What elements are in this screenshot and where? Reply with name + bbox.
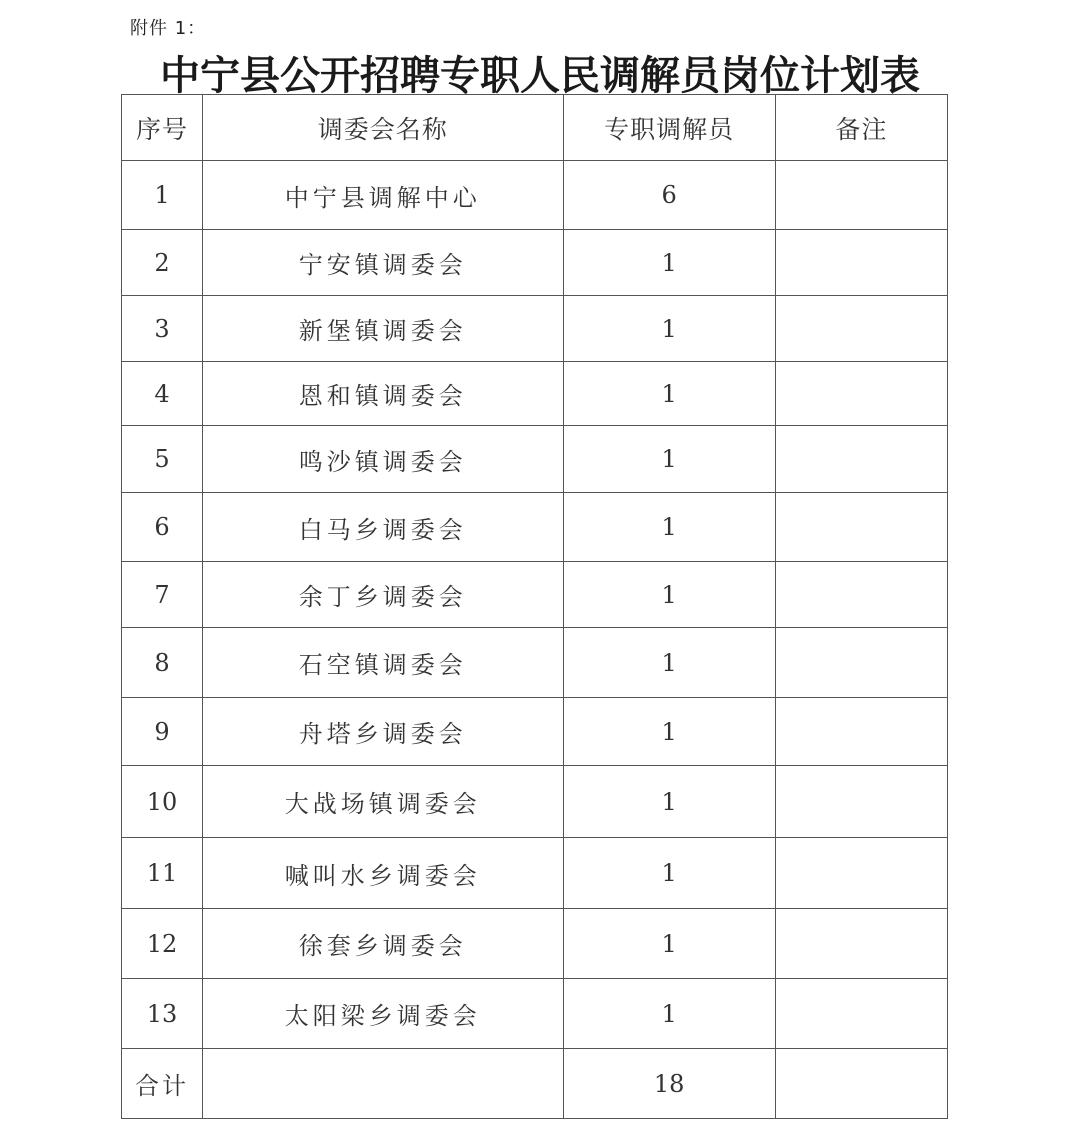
row-name: 大战场镇调委会	[203, 766, 563, 838]
row-note	[775, 161, 947, 230]
row-count: 1	[563, 979, 775, 1049]
row-name: 太阳梁乡调委会	[203, 979, 563, 1049]
row-no: 11	[122, 838, 203, 909]
total-count: 18	[563, 1049, 775, 1119]
row-note	[775, 698, 947, 766]
row-no: 5	[122, 426, 203, 493]
header-no: 序号	[122, 95, 203, 161]
total-name	[203, 1049, 563, 1119]
row-name: 石空镇调委会	[203, 628, 563, 698]
table-header-row	[122, 95, 948, 161]
row-count: 1	[563, 362, 775, 426]
table-row	[122, 426, 948, 493]
header-note: 备注	[775, 95, 947, 161]
row-count: 1	[563, 230, 775, 296]
table-row	[122, 909, 948, 979]
row-name: 恩和镇调委会	[203, 362, 563, 426]
table-row	[122, 161, 948, 230]
table-row	[122, 979, 948, 1049]
row-count: 1	[563, 562, 775, 628]
row-note	[775, 766, 947, 838]
row-no: 8	[122, 628, 203, 698]
total-label: 合计	[122, 1049, 203, 1119]
row-no: 10	[122, 766, 203, 838]
row-name: 徐套乡调委会	[203, 909, 563, 979]
row-note	[775, 493, 947, 562]
row-count: 1	[563, 628, 775, 698]
row-note	[775, 909, 947, 979]
row-name: 宁安镇调委会	[203, 230, 563, 296]
header-name: 调委会名称	[203, 95, 563, 161]
row-note	[775, 628, 947, 698]
row-count: 1	[563, 426, 775, 493]
row-no: 12	[122, 909, 203, 979]
row-count: 1	[563, 838, 775, 909]
row-note	[775, 296, 947, 362]
row-count: 1	[563, 766, 775, 838]
row-no: 2	[122, 230, 203, 296]
row-no: 6	[122, 493, 203, 562]
row-count: 1	[563, 296, 775, 362]
row-name: 中宁县调解中心	[203, 161, 563, 230]
attachment-label: 附件 1：	[130, 18, 207, 39]
table-row	[122, 362, 948, 426]
row-no: 4	[122, 362, 203, 426]
row-no: 13	[122, 979, 203, 1049]
table-row	[122, 230, 948, 296]
row-count: 1	[563, 909, 775, 979]
row-name: 余丁乡调委会	[203, 562, 563, 628]
row-note	[775, 979, 947, 1049]
row-no: 1	[122, 161, 203, 230]
row-note	[775, 230, 947, 296]
row-note	[775, 562, 947, 628]
row-count: 1	[563, 493, 775, 562]
row-name: 鸣沙镇调委会	[203, 426, 563, 493]
total-note	[775, 1049, 947, 1119]
row-note	[775, 838, 947, 909]
row-count: 6	[563, 161, 775, 230]
position-plan-table	[121, 94, 948, 1119]
row-name: 舟塔乡调委会	[203, 698, 563, 766]
table-row	[122, 493, 948, 562]
header-count: 专职调解员	[563, 95, 775, 161]
document-title: 中宁县公开招聘专职人民调解员岗位计划表	[160, 53, 920, 99]
row-no: 9	[122, 698, 203, 766]
row-count: 1	[563, 698, 775, 766]
table-row	[122, 766, 948, 838]
table-row	[122, 838, 948, 909]
row-note	[775, 426, 947, 493]
table-row	[122, 562, 948, 628]
row-no: 7	[122, 562, 203, 628]
table-row	[122, 698, 948, 766]
row-name: 新堡镇调委会	[203, 296, 563, 362]
total-row	[122, 1049, 948, 1119]
row-note	[775, 362, 947, 426]
table-row	[122, 296, 948, 362]
row-no: 3	[122, 296, 203, 362]
table-row	[122, 628, 948, 698]
row-name: 白马乡调委会	[203, 493, 563, 562]
row-name: 喊叫水乡调委会	[203, 838, 563, 909]
